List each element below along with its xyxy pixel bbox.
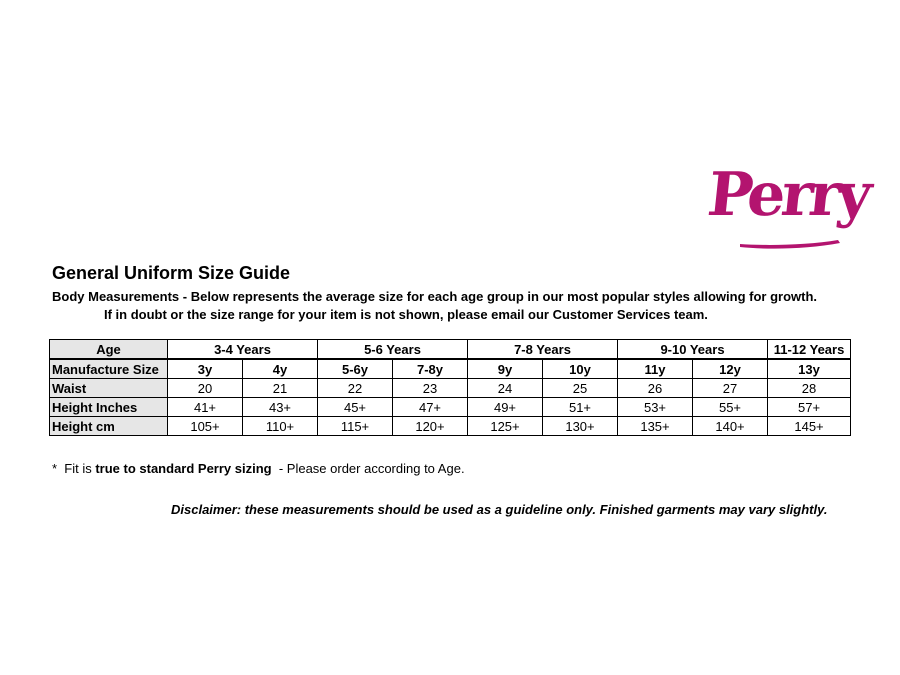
table-row	[50, 417, 851, 436]
table-cell: 41+	[168, 398, 243, 417]
table-cell: 24	[468, 379, 543, 398]
table-cell: 57+	[768, 398, 851, 417]
table-cell: 23	[393, 379, 468, 398]
table-cell: 28	[768, 379, 851, 398]
table-cell: 43+	[243, 398, 318, 417]
row-label: Manufacture Size	[50, 359, 168, 379]
table-cell: 11y	[618, 359, 693, 379]
age-group-cell: 3-4 Years	[168, 340, 318, 360]
perry-logo-text: Perry	[704, 160, 872, 230]
intro-line-2: If in doubt or the size range for your item is not shown, please email our Customer Services team.	[104, 307, 708, 322]
table-cell: 10y	[543, 359, 618, 379]
table-cell: 53+	[618, 398, 693, 417]
age-group-cell: 7-8 Years	[468, 340, 618, 360]
table-cell: 7-8y	[393, 359, 468, 379]
age-header-row	[50, 340, 851, 360]
table-cell: 105+	[168, 417, 243, 436]
age-label: Age	[50, 340, 168, 360]
table-cell: 21	[243, 379, 318, 398]
row-label: Height cm	[50, 417, 168, 436]
disclaimer: Disclaimer: these measurements should be used as a guideline only. Finished garments may vary slightly.	[171, 502, 828, 517]
table-cell: 25	[543, 379, 618, 398]
logo-swash-icon	[738, 236, 842, 250]
table-cell: 145+	[768, 417, 851, 436]
size-table	[49, 339, 851, 436]
table-cell: 12y	[693, 359, 768, 379]
table-cell: 22	[318, 379, 393, 398]
footnote-suffix: - Please order according to Age.	[271, 461, 465, 476]
table-cell: 4y	[243, 359, 318, 379]
table-cell: 13y	[768, 359, 851, 379]
footnote-bold: true to standard Perry sizing	[95, 461, 272, 476]
perry-logo	[704, 158, 872, 254]
table-cell: 130+	[543, 417, 618, 436]
table-cell: 49+	[468, 398, 543, 417]
table-cell: 45+	[318, 398, 393, 417]
age-group-cell: 11-12 Years	[768, 340, 851, 360]
table-cell: 20	[168, 379, 243, 398]
table-row	[50, 379, 851, 398]
table-cell: 140+	[693, 417, 768, 436]
table-cell: 27	[693, 379, 768, 398]
table-cell: 125+	[468, 417, 543, 436]
fit-footnote	[52, 461, 465, 476]
table-cell: 5-6y	[318, 359, 393, 379]
table-cell: 55+	[693, 398, 768, 417]
age-group-cell: 9-10 Years	[618, 340, 768, 360]
footnote-prefix: * Fit is	[52, 461, 96, 476]
page-title: General Uniform Size Guide	[52, 263, 291, 283]
table-cell: 47+	[393, 398, 468, 417]
table-cell: 110+	[243, 417, 318, 436]
row-label: Waist	[50, 379, 168, 398]
table-row	[50, 359, 851, 379]
table-cell: 51+	[543, 398, 618, 417]
table-cell: 3y	[168, 359, 243, 379]
table-row	[50, 398, 851, 417]
age-group-cell: 5-6 Years	[318, 340, 468, 360]
table-cell: 135+	[618, 417, 693, 436]
table-cell: 26	[618, 379, 693, 398]
table-cell: 120+	[393, 417, 468, 436]
table-cell: 115+	[318, 417, 393, 436]
intro-line-1: Body Measurements - Below represents the average size for each age group in our most popular styles allowing for growth.	[52, 289, 818, 304]
row-label: Height Inches	[50, 398, 168, 417]
table-cell: 9y	[468, 359, 543, 379]
